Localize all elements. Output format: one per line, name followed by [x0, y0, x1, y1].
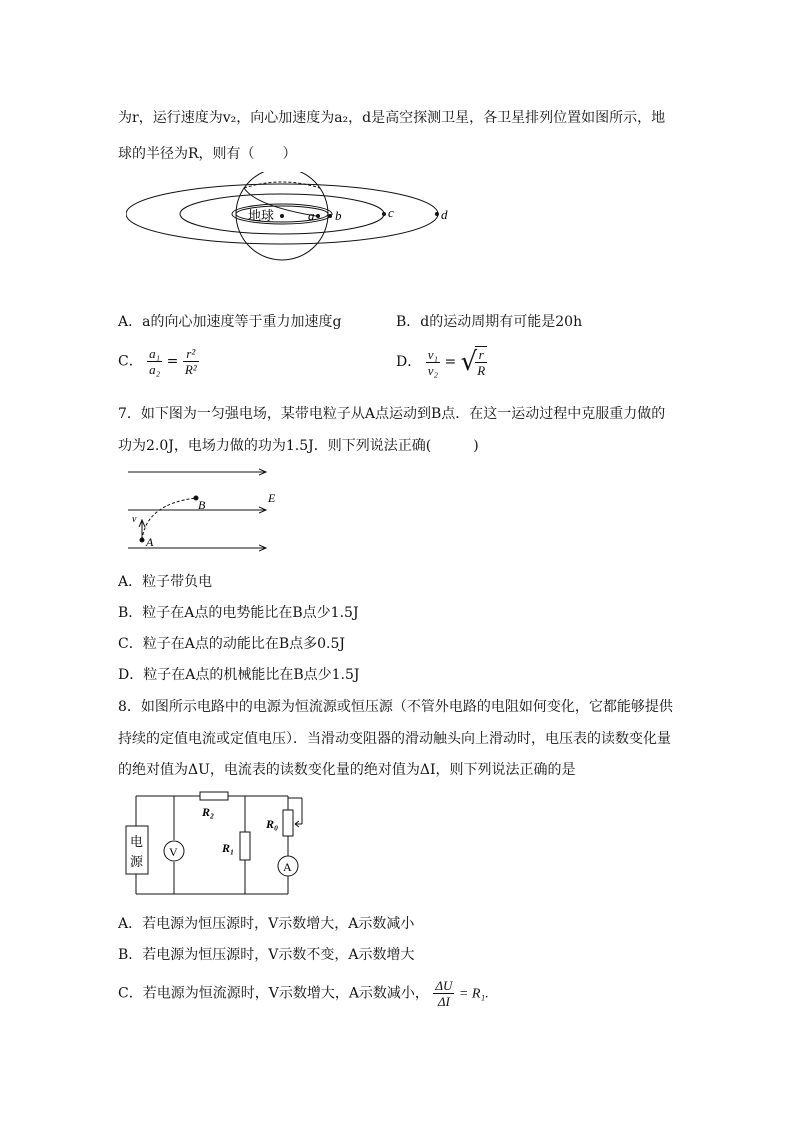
earth-label: 地球 — [248, 208, 275, 223]
q6-option-a: A．a的向心加速度等于重力加速度g — [118, 314, 342, 330]
svg-text:R₁: R₁ — [222, 841, 235, 855]
q6-option-c: C． $\frac{\text{a₁}}{\text{a₂}}$ = $\frac{\text{r²}}{\text{R²}}$ — [118, 346, 197, 377]
q6-option-b: B．d的运动周期有可能是20h — [396, 314, 583, 330]
q8-option-b: B．若电源为恒压源时，V示数不变，A示数增大 — [118, 947, 415, 963]
label-d: d — [441, 207, 448, 222]
sqrt-sign: √ — [460, 347, 478, 377]
fraction-r-R: $\frac{r}{R}$ — [477, 347, 486, 378]
q8-option-a: A．若电源为恒压源时，V示数增大，A示数减小 — [118, 916, 415, 932]
svg-text:R₂: R₂ — [202, 805, 215, 819]
q8-text-line-1: 8．如图所示电路中的电源为恒流源或恒压源（不管外电路的电阻如何变化，它都能够提供 — [118, 699, 673, 715]
particle-trajectory — [142, 498, 196, 540]
svg-text:电: 电 — [130, 834, 144, 849]
q6-text-line-1: 为r，运行速度为v₂，向心加速度为a₂，d是高空探测卫星，各卫星排列位置如图所示，地 — [118, 110, 666, 126]
resistor-r1 — [240, 832, 250, 860]
electric-field-figure — [126, 462, 286, 557]
q7-text-line-2: 功为2.0J，电场力做的功为1.5J．则下列说法正确( ) — [118, 438, 479, 454]
label-B: B — [198, 498, 206, 512]
q6-option-d: D． $\frac{\text{v₁}}{\text{v₂}}$ = √ $\frac{r}{R}$ — [396, 346, 486, 378]
q7-option-a: A．粒子带负电 — [118, 574, 213, 590]
svg-text:V: V — [169, 845, 178, 859]
q7-option-c: C．粒子在A点的动能比在B点多0.5J — [118, 636, 345, 652]
satellite-orbit-figure — [126, 172, 466, 290]
q7-option-d: D．粒子在A点的机械能比在B点少1.5J — [118, 667, 360, 683]
svg-text:源: 源 — [130, 854, 144, 869]
q7-option-b: B．粒子在A点的电势能比在B点少1.5J — [118, 605, 359, 621]
label-A: A — [146, 535, 154, 549]
label-a: a — [308, 208, 315, 223]
fraction-v1-v2: $\frac{\text{v₁}}{\text{v₂}}$ — [427, 346, 438, 378]
svg-text:R₀: R₀ — [266, 817, 279, 831]
svg-text:A: A — [283, 860, 292, 874]
label-E: E — [268, 491, 276, 505]
q8-text-line-3: 的绝对值为ΔU，电流表的读数变化量的绝对值为ΔI，则下列说法正确的是 — [118, 762, 576, 778]
fraction-a1-a2: $\frac{\text{a₁}}{\text{a₂}}$ — [149, 346, 161, 377]
orbit-c-inclined-dashed — [244, 182, 320, 188]
circuit-figure — [122, 790, 322, 900]
fraction-r2-R2: $\frac{\text{r²}}{\text{R²}}$ — [184, 346, 197, 377]
fraction-dU-dI: $\frac{\Delta U}{\Delta I}$ — [435, 978, 453, 1009]
label-b: b — [335, 208, 342, 223]
label-v: v — [132, 514, 137, 525]
q7-text-line-1: 7．如下图为一匀强电场，某带电粒子从A点运动到B点．在这一运动过程中克服重力做的 — [118, 406, 666, 422]
q8-text-line-2: 持续的定值电流或定值电压）．当滑动变阻器的滑动触头向上滑动时，电压表的读数变化量 — [118, 731, 671, 747]
resistor-r2 — [200, 792, 228, 800]
rheostat-r0 — [283, 810, 293, 836]
q6-text-line-2: 球的半径为R，则有（ ） — [118, 146, 297, 162]
label-c: c — [388, 205, 394, 220]
q8-option-c: C．若电源为恒流源时，V示数增大，A示数减小， $\frac{\Delta U}{\Delta I}$ = R₁. — [118, 978, 489, 1009]
